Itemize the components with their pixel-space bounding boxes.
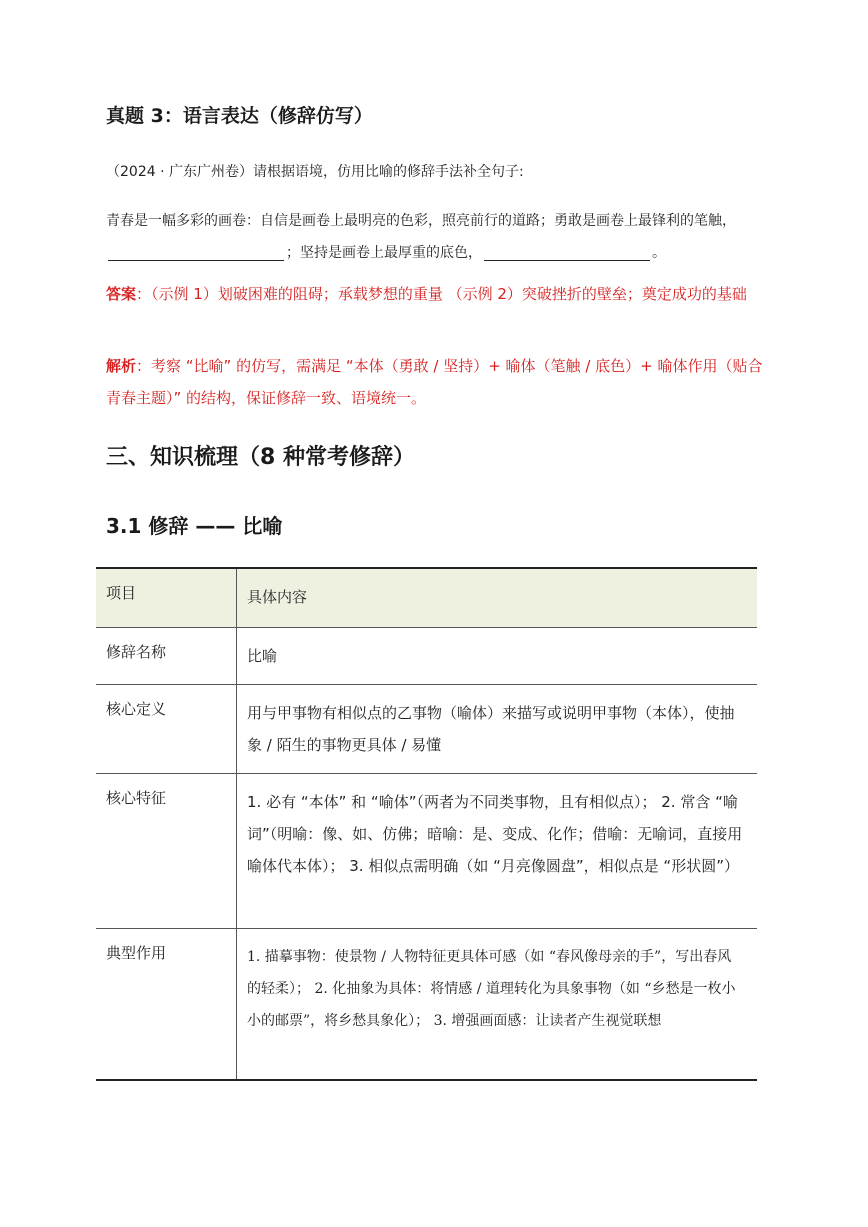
table-row-content: 比喻 xyxy=(237,628,758,685)
table-row-label: 核心定义 xyxy=(96,685,237,774)
table-row xyxy=(96,685,757,774)
analysis-text: ：考察 “比喻” 的仿写，需满足 “本体（勇敢 / 坚持）+ 喻体（笔触 / 底色）+ 喻体作用（贴合青春主题）” 的结构，保证修辞一致、语境统一。 xyxy=(106,357,763,407)
question-body-part-2: ；坚持是画卷上最厚重的底色， xyxy=(286,245,482,261)
table-row xyxy=(96,929,757,1081)
section-subheading: 3.1 修辞 —— 比喻 xyxy=(106,514,283,538)
answer-blank-2 xyxy=(484,242,650,261)
analysis-label: 解析 xyxy=(106,357,137,375)
answer-label: 答案 xyxy=(106,285,137,303)
answer-text: ：（示例 1）划破困难的阻碍；承载梦想的重量 （示例 2）突破挫折的壁垒；奠定成功的基础 xyxy=(136,285,747,303)
knowledge-table xyxy=(96,567,757,1081)
question-source: （2024 · 广东广州卷）请根据语境，仿用比喻的修辞手法补全句子: xyxy=(106,164,524,180)
question-title: 真题 3：语言表达（修辞仿写） xyxy=(106,105,373,127)
table-row-label: 修辞名称 xyxy=(96,628,237,685)
table-row-label: 典型作用 xyxy=(96,929,237,1081)
table-row xyxy=(96,774,757,929)
table-row-content: 用与甲事物有相似点的乙事物（喻体）来描写或说明甲事物（本体），使抽象 / 陌生的事物更具体 / 易懂 xyxy=(237,685,758,774)
table-header-cell: 具体内容 xyxy=(237,568,758,628)
analysis-block xyxy=(106,350,766,414)
answer-blank-1 xyxy=(108,242,284,261)
question-body-part-3: 。 xyxy=(652,245,666,261)
table-header-cell: 项目 xyxy=(96,568,237,628)
table-row-content: 1. 描摹事物：使景物 / 人物特征更具体可感（如 “春风像母亲的手”，写出春风的轻柔）； 2. 化抽象为具体：将情感 / 道理转化为具象事物（如 “乡愁是一枚小小的邮票”，将乡愁具象化）； 3. 增强画面感：让读者产生视觉联想 xyxy=(247,949,736,1029)
question-body xyxy=(106,205,766,269)
table-row xyxy=(96,628,757,685)
section-heading: 三、知识梳理（8 种常考修辞） xyxy=(106,445,415,470)
table-row-label: 核心特征 xyxy=(96,774,237,929)
table-header-row xyxy=(96,568,757,628)
table-row-content: 1. 必有 “本体” 和 “喻体”（两者为不同类事物，且有相似点）； 2. 常含 “喻词”（明喻：像、如、仿佛；暗喻：是、变成、化作；借喻：无喻词，直接用喻体代本体）； 3. 相似点需明确（如 “月亮像圆盘”，相似点是 “形状圆”） xyxy=(237,774,758,929)
question-body-part-1: 青春是一幅多彩的画卷：自信是画卷上最明亮的色彩，照亮前行的道路；勇敢是画卷上最锋利的笔触， xyxy=(106,213,736,229)
answer-block xyxy=(106,278,766,310)
